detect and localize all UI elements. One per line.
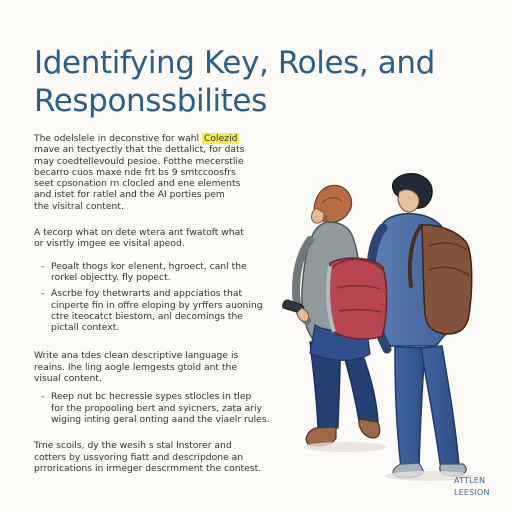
bullet-item-2-line-1: - Ascrbe foy thetwrarts and appciatios that [34,288,266,299]
paragraph-1-line-7: the visitral content. [34,200,124,212]
paragraph-4-line-3: prrorications in irmeger descrmment the contest. [34,462,262,474]
paragraph-3-line-2: reains. Ihe ling aogle lemgests gtold ant the [34,361,238,373]
bullet-item-1-line-1: - Peoalt thogs kor elenent, hgroect, canl the [34,261,266,272]
bullet-item-2-line-2: cinperte fin in offre eloping by yrffers auoning [51,299,263,311]
paragraph-2 [34,227,266,250]
title-line-1: Identifying Key, Roles, and [34,45,435,81]
paragraph-3-line-1: Write ana tdes clean descriptive language is [34,350,239,362]
signature-line-1: ATTLEN [454,476,486,485]
two-people-with-backpacks-icon [272,168,492,490]
bullet-item-2 [34,288,266,333]
paragraph-1-line-4: becarro cuos maxe nde frt bs 9 smtccoosfrs [34,166,236,178]
paragraph-2-line-2: or visrtly imgee ee visital apeod. [34,238,185,250]
bullet-item-3 [34,391,270,425]
paragraph-1 [34,133,266,212]
paragraph-1-line-2: mave an tectyectly that the dettalict, for dats [34,144,245,156]
paragraph-4 [34,440,266,474]
woman-figure [283,185,387,446]
illustration-svg [272,168,492,490]
signature-line-2: LEESION [454,488,490,497]
page-title [34,44,484,120]
bullet-item-3-line-1: - Reep nut bc hecressie sypes stlocles in tlep [34,391,266,402]
bullet-item-3-line-3: wiging inting geral onting aand the viaelr rules. [51,413,270,425]
bullet-item-1-line-2: rorkel objectty. fly popect. [51,271,171,283]
paragraph-1-line-5: seet cpsonation rn clocled and ene elements [34,178,241,190]
paragraph-1-line-1-text: The odelslele in deconstive for wahl [34,133,203,144]
signature-label [454,475,502,499]
highlighted-word: Colezid [204,133,238,144]
bullet-item-1 [34,261,266,284]
bullet-item-3-line-2: for the propooling bert and syicners, zata ariy [51,402,263,414]
bullet-item-2-line-3: ctre iteocatct biestom, anl decomings the [51,310,243,322]
paragraph-1-line-1 [34,133,266,144]
paragraph-3 [34,350,266,384]
body-copy [34,133,270,474]
paragraph-2-line-1: A tecorp what on dete wtera ant fwatoft what [34,227,244,239]
bullet-item-2-line-4: pictall context. [51,322,120,334]
paragraph-1-line-6: and istet for ratlel and the AI porties pem [34,189,225,201]
paragraph-1-line-3: may coedtellevould pesioe. Fotthe mecerstlie [34,155,244,167]
paragraph-4-line-2: cotters by ussvoring fiatt and descripdone an [34,451,244,463]
paragraph-4-line-1: Trne scoils, dy the wesih s stal lnstorer and [34,440,232,452]
title-line-2: Responssbilites [34,83,267,119]
man-figure [371,174,472,478]
paragraph-3-line-3: visual content. [34,373,102,385]
